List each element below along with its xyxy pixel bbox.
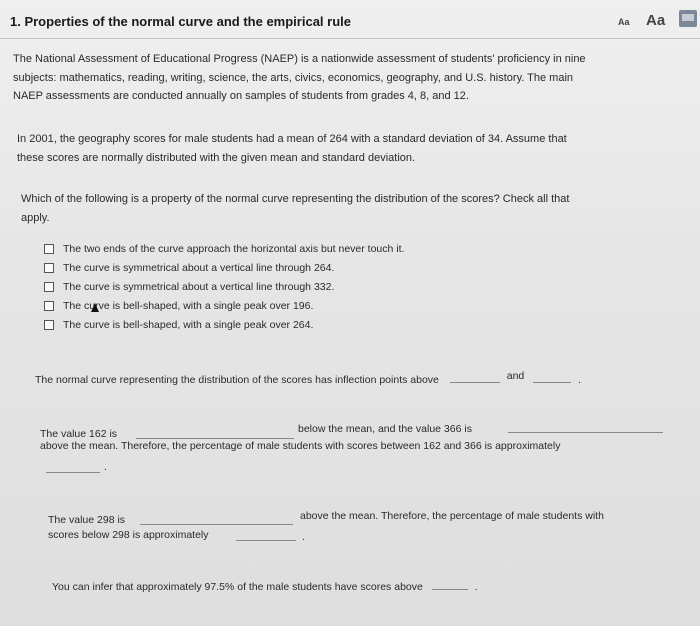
question-3-part-3: above the mean. Therefore, the percentage of male students with scores between 162 and 366 is approximately <box>40 440 561 452</box>
question-5-text: You can infer that approximately 97.5% of the male students have scores above <box>52 581 423 593</box>
option-3[interactable] <box>44 277 404 296</box>
prompt-line: apply. <box>21 211 50 224</box>
question-2-end: . <box>578 374 582 386</box>
question-3-part-4: . <box>104 461 107 473</box>
intro-line: NAEP assessments are conducted annually on samples of students from grades 4, 8, and 12. <box>13 90 469 102</box>
option-2[interactable] <box>44 258 404 277</box>
option-4-label: The curve is bell-shaped, with a single peak over 196. <box>63 299 314 312</box>
question-2 <box>35 371 581 386</box>
option-1[interactable] <box>44 239 404 258</box>
option-1-checkbox[interactable] <box>44 244 54 254</box>
value-162-dropdown[interactable] <box>136 427 294 439</box>
intro-paragraph-1 <box>13 50 691 106</box>
option-5-label: The curve is bell-shaped, with a single peak over 264. <box>63 318 314 331</box>
intro-line: these scores are normally distributed with the given mean and standard deviation. <box>17 151 416 164</box>
question-1-prompt <box>21 190 676 227</box>
prompt-line: Which of the following is a property of the normal curve representing the distribution of the scores? Check all that <box>21 193 570 205</box>
score-above-dropdown[interactable] <box>432 578 468 590</box>
intro-paragraph-2 <box>17 130 679 167</box>
question-4-part-4: . <box>302 531 305 543</box>
increase-font-button[interactable]: Aa <box>646 12 666 29</box>
question-1-options <box>44 239 404 334</box>
option-1-label: The two ends of the curve approach the horizontal axis but never touch it. <box>63 242 405 255</box>
question-3-part-2: below the mean, and the value 366 is <box>298 423 472 435</box>
question-5-end: . <box>474 581 478 593</box>
question-3-part-1: The value 162 is <box>40 428 118 440</box>
option-3-checkbox[interactable] <box>44 282 54 292</box>
inflection-point-2-dropdown[interactable] <box>533 371 571 383</box>
percentage-below-dropdown[interactable] <box>236 529 296 541</box>
problem-title: 1. Properties of the normal curve and the empirical rule <box>10 14 351 29</box>
decrease-font-button[interactable]: Aa <box>618 17 630 27</box>
option-5-checkbox[interactable] <box>44 320 54 330</box>
question-2-text: The normal curve representing the distribution of the scores has inflection points above <box>35 374 439 386</box>
question-4-part-3: scores below 298 is approximately <box>48 529 209 541</box>
question-5 <box>52 578 478 593</box>
print-icon[interactable] <box>679 10 697 27</box>
percentage-between-dropdown[interactable] <box>46 461 100 473</box>
inflection-point-1-dropdown[interactable] <box>450 371 500 383</box>
option-2-checkbox[interactable] <box>44 263 54 273</box>
option-2-label: The curve is symmetrical about a vertical line through 264. <box>63 261 335 274</box>
question-4-part-2: above the mean. Therefore, the percentage of male students with <box>300 510 604 522</box>
mouse-cursor-icon <box>91 303 99 312</box>
option-4-checkbox[interactable] <box>44 301 54 311</box>
intro-line: The National Assessment of Educational Progress (NAEP) is a nationwide assessment of students' proficiency in nine <box>13 53 586 65</box>
option-3-label: The curve is symmetrical about a vertical line through 332. <box>63 280 335 293</box>
intro-line: subjects: mathematics, reading, writing, science, the arts, civics, economics, geography, and U.S. history. The main <box>13 71 574 84</box>
intro-line: In 2001, the geography scores for male students had a mean of 264 with a standard deviation of 34. Assume that <box>17 133 567 145</box>
question-4-part-1: The value 298 is <box>48 514 126 526</box>
header-divider <box>0 38 700 39</box>
value-298-dropdown[interactable] <box>140 513 293 525</box>
question-2-and: and <box>506 370 525 382</box>
option-5[interactable] <box>44 315 404 334</box>
value-366-dropdown[interactable] <box>508 421 663 433</box>
